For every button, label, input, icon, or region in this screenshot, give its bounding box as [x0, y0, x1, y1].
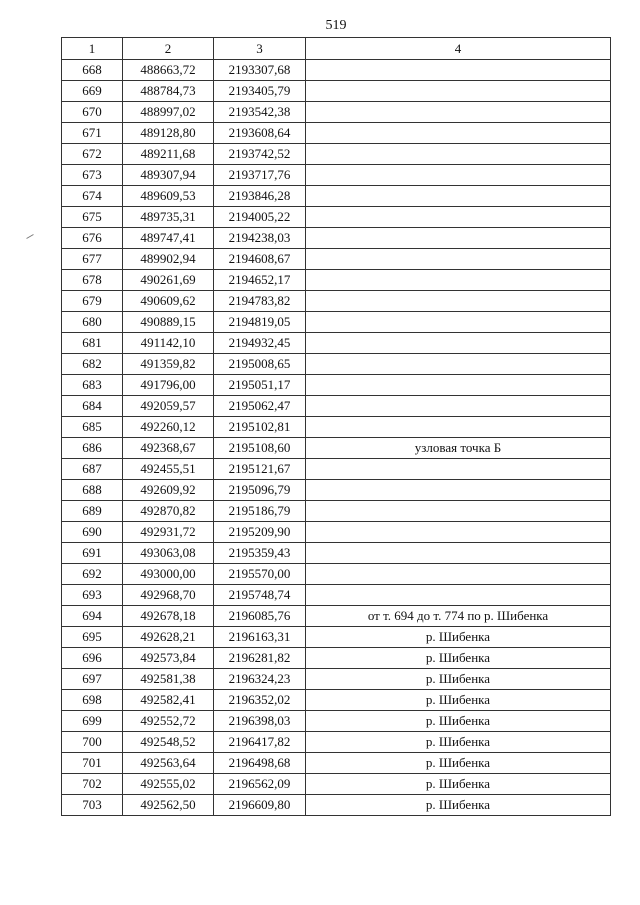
table-row [62, 648, 611, 669]
y-coordinate-cell: 2193542,38 [214, 102, 306, 123]
margin-pen-mark [26, 234, 33, 239]
x-coordinate-cell: 489735,31 [123, 207, 214, 228]
table-row [62, 228, 611, 249]
y-coordinate-cell: 2193307,68 [214, 60, 306, 81]
y-coordinate-cell: 2195051,17 [214, 375, 306, 396]
point-number-cell: 697 [62, 669, 123, 690]
table-row [62, 501, 611, 522]
table-row [62, 375, 611, 396]
table-row [62, 795, 611, 816]
point-number-cell: 700 [62, 732, 123, 753]
x-coordinate-cell: 492368,67 [123, 438, 214, 459]
y-coordinate-cell: 2194819,05 [214, 312, 306, 333]
y-coordinate-cell: 2196562,09 [214, 774, 306, 795]
description-cell [306, 480, 611, 501]
description-cell [306, 459, 611, 480]
y-coordinate-cell: 2196163,31 [214, 627, 306, 648]
x-coordinate-cell: 492573,84 [123, 648, 214, 669]
description-cell: р. Шибенка [306, 753, 611, 774]
table-row [62, 249, 611, 270]
x-coordinate-cell: 489747,41 [123, 228, 214, 249]
y-coordinate-cell: 2195121,67 [214, 459, 306, 480]
coordinates-table [61, 37, 611, 816]
table-row [62, 627, 611, 648]
description-cell [306, 333, 611, 354]
x-coordinate-cell: 492562,50 [123, 795, 214, 816]
description-cell: р. Шибенка [306, 690, 611, 711]
point-number-cell: 691 [62, 543, 123, 564]
y-coordinate-cell: 2193846,28 [214, 186, 306, 207]
y-coordinate-cell: 2196398,03 [214, 711, 306, 732]
description-cell [306, 60, 611, 81]
description-cell [306, 123, 611, 144]
description-cell [306, 81, 611, 102]
y-coordinate-cell: 2195748,74 [214, 585, 306, 606]
description-cell [306, 501, 611, 522]
point-number-cell: 678 [62, 270, 123, 291]
y-coordinate-cell: 2194652,17 [214, 270, 306, 291]
description-cell: р. Шибенка [306, 711, 611, 732]
x-coordinate-cell: 488784,73 [123, 81, 214, 102]
table-row [62, 81, 611, 102]
description-cell [306, 144, 611, 165]
x-coordinate-cell: 492552,72 [123, 711, 214, 732]
description-cell [306, 417, 611, 438]
table-row [62, 207, 611, 228]
point-number-cell: 693 [62, 585, 123, 606]
point-number-cell: 683 [62, 375, 123, 396]
point-number-cell: 690 [62, 522, 123, 543]
description-cell: р. Шибенка [306, 648, 611, 669]
table-row [62, 711, 611, 732]
y-coordinate-cell: 2196417,82 [214, 732, 306, 753]
x-coordinate-cell: 490609,62 [123, 291, 214, 312]
y-coordinate-cell: 2196498,68 [214, 753, 306, 774]
header-row [62, 38, 611, 60]
point-number-cell: 671 [62, 123, 123, 144]
table-body [62, 60, 611, 816]
x-coordinate-cell: 493063,08 [123, 543, 214, 564]
x-coordinate-cell: 492555,02 [123, 774, 214, 795]
point-number-cell: 689 [62, 501, 123, 522]
point-number-cell: 680 [62, 312, 123, 333]
description-cell [306, 312, 611, 333]
table-row [62, 480, 611, 501]
x-coordinate-cell: 492059,57 [123, 396, 214, 417]
table-row [62, 564, 611, 585]
x-coordinate-cell: 491359,82 [123, 354, 214, 375]
x-coordinate-cell: 492581,38 [123, 669, 214, 690]
y-coordinate-cell: 2193405,79 [214, 81, 306, 102]
point-number-cell: 677 [62, 249, 123, 270]
column-header-4: 4 [306, 38, 611, 60]
description-cell: р. Шибенка [306, 795, 611, 816]
x-coordinate-cell: 492582,41 [123, 690, 214, 711]
description-cell [306, 228, 611, 249]
description-cell [306, 207, 611, 228]
y-coordinate-cell: 2195108,60 [214, 438, 306, 459]
table-row [62, 333, 611, 354]
x-coordinate-cell: 492628,21 [123, 627, 214, 648]
table-row [62, 60, 611, 81]
y-coordinate-cell: 2195186,79 [214, 501, 306, 522]
point-number-cell: 701 [62, 753, 123, 774]
y-coordinate-cell: 2195102,81 [214, 417, 306, 438]
y-coordinate-cell: 2195359,43 [214, 543, 306, 564]
x-coordinate-cell: 491142,10 [123, 333, 214, 354]
point-number-cell: 688 [62, 480, 123, 501]
x-coordinate-cell: 492931,72 [123, 522, 214, 543]
table-row [62, 732, 611, 753]
y-coordinate-cell: 2194932,45 [214, 333, 306, 354]
column-header-1: 1 [62, 38, 123, 60]
point-number-cell: 695 [62, 627, 123, 648]
y-coordinate-cell: 2194238,03 [214, 228, 306, 249]
point-number-cell: 669 [62, 81, 123, 102]
y-coordinate-cell: 2195570,00 [214, 564, 306, 585]
table-row [62, 438, 611, 459]
x-coordinate-cell: 489211,68 [123, 144, 214, 165]
point-number-cell: 674 [62, 186, 123, 207]
page-number: 519 [325, 18, 347, 33]
description-cell [306, 249, 611, 270]
y-coordinate-cell: 2193717,76 [214, 165, 306, 186]
x-coordinate-cell: 492678,18 [123, 606, 214, 627]
x-coordinate-cell: 490261,69 [123, 270, 214, 291]
description-cell: р. Шибенка [306, 627, 611, 648]
column-header-2: 2 [123, 38, 214, 60]
point-number-cell: 682 [62, 354, 123, 375]
description-cell [306, 270, 611, 291]
y-coordinate-cell: 2193608,64 [214, 123, 306, 144]
description-cell [306, 186, 611, 207]
table-row [62, 102, 611, 123]
table-row [62, 774, 611, 795]
description-cell [306, 522, 611, 543]
x-coordinate-cell: 492455,51 [123, 459, 214, 480]
x-coordinate-cell: 490889,15 [123, 312, 214, 333]
point-number-cell: 696 [62, 648, 123, 669]
x-coordinate-cell: 493000,00 [123, 564, 214, 585]
point-number-cell: 681 [62, 333, 123, 354]
x-coordinate-cell: 489128,80 [123, 123, 214, 144]
description-cell [306, 396, 611, 417]
description-cell [306, 564, 611, 585]
table-row [62, 144, 611, 165]
point-number-cell: 685 [62, 417, 123, 438]
table-row [62, 606, 611, 627]
point-number-cell: 672 [62, 144, 123, 165]
point-number-cell: 692 [62, 564, 123, 585]
point-number-cell: 673 [62, 165, 123, 186]
point-number-cell: 668 [62, 60, 123, 81]
x-coordinate-cell: 492548,52 [123, 732, 214, 753]
table-row [62, 417, 611, 438]
x-coordinate-cell: 489609,53 [123, 186, 214, 207]
description-cell [306, 375, 611, 396]
description-cell: р. Шибенка [306, 774, 611, 795]
point-number-cell: 675 [62, 207, 123, 228]
table-row [62, 669, 611, 690]
x-coordinate-cell: 492870,82 [123, 501, 214, 522]
point-number-cell: 684 [62, 396, 123, 417]
description-cell [306, 543, 611, 564]
column-header-3: 3 [214, 38, 306, 60]
description-cell [306, 354, 611, 375]
table-row [62, 396, 611, 417]
y-coordinate-cell: 2196281,82 [214, 648, 306, 669]
point-number-cell: 703 [62, 795, 123, 816]
table-row [62, 459, 611, 480]
y-coordinate-cell: 2196352,02 [214, 690, 306, 711]
y-coordinate-cell: 2194608,67 [214, 249, 306, 270]
y-coordinate-cell: 2195096,79 [214, 480, 306, 501]
description-cell [306, 165, 611, 186]
x-coordinate-cell: 489307,94 [123, 165, 214, 186]
y-coordinate-cell: 2195062,47 [214, 396, 306, 417]
table-row [62, 522, 611, 543]
point-number-cell: 699 [62, 711, 123, 732]
point-number-cell: 694 [62, 606, 123, 627]
table-row [62, 585, 611, 606]
table-row [62, 165, 611, 186]
table-row [62, 186, 611, 207]
description-cell [306, 102, 611, 123]
x-coordinate-cell: 488663,72 [123, 60, 214, 81]
x-coordinate-cell: 492609,92 [123, 480, 214, 501]
description-cell: от т. 694 до т. 774 по р. Шибенка [306, 606, 611, 627]
y-coordinate-cell: 2196609,80 [214, 795, 306, 816]
x-coordinate-cell: 488997,02 [123, 102, 214, 123]
table-row [62, 543, 611, 564]
table-row [62, 270, 611, 291]
description-cell: узловая точка Б [306, 438, 611, 459]
description-cell [306, 585, 611, 606]
x-coordinate-cell: 492968,70 [123, 585, 214, 606]
y-coordinate-cell: 2195008,65 [214, 354, 306, 375]
point-number-cell: 676 [62, 228, 123, 249]
point-number-cell: 670 [62, 102, 123, 123]
description-cell: р. Шибенка [306, 669, 611, 690]
point-number-cell: 686 [62, 438, 123, 459]
point-number-cell: 679 [62, 291, 123, 312]
table-row [62, 690, 611, 711]
y-coordinate-cell: 2194005,22 [214, 207, 306, 228]
x-coordinate-cell: 492563,64 [123, 753, 214, 774]
y-coordinate-cell: 2196085,76 [214, 606, 306, 627]
table-row [62, 312, 611, 333]
x-coordinate-cell: 491796,00 [123, 375, 214, 396]
table-header [62, 38, 611, 60]
y-coordinate-cell: 2195209,90 [214, 522, 306, 543]
point-number-cell: 687 [62, 459, 123, 480]
y-coordinate-cell: 2194783,82 [214, 291, 306, 312]
table-row [62, 354, 611, 375]
point-number-cell: 698 [62, 690, 123, 711]
description-cell: р. Шибенка [306, 732, 611, 753]
x-coordinate-cell: 492260,12 [123, 417, 214, 438]
point-number-cell: 702 [62, 774, 123, 795]
x-coordinate-cell: 489902,94 [123, 249, 214, 270]
table-row [62, 123, 611, 144]
table-row [62, 291, 611, 312]
description-cell [306, 291, 611, 312]
y-coordinate-cell: 2196324,23 [214, 669, 306, 690]
table-row [62, 753, 611, 774]
y-coordinate-cell: 2193742,52 [214, 144, 306, 165]
